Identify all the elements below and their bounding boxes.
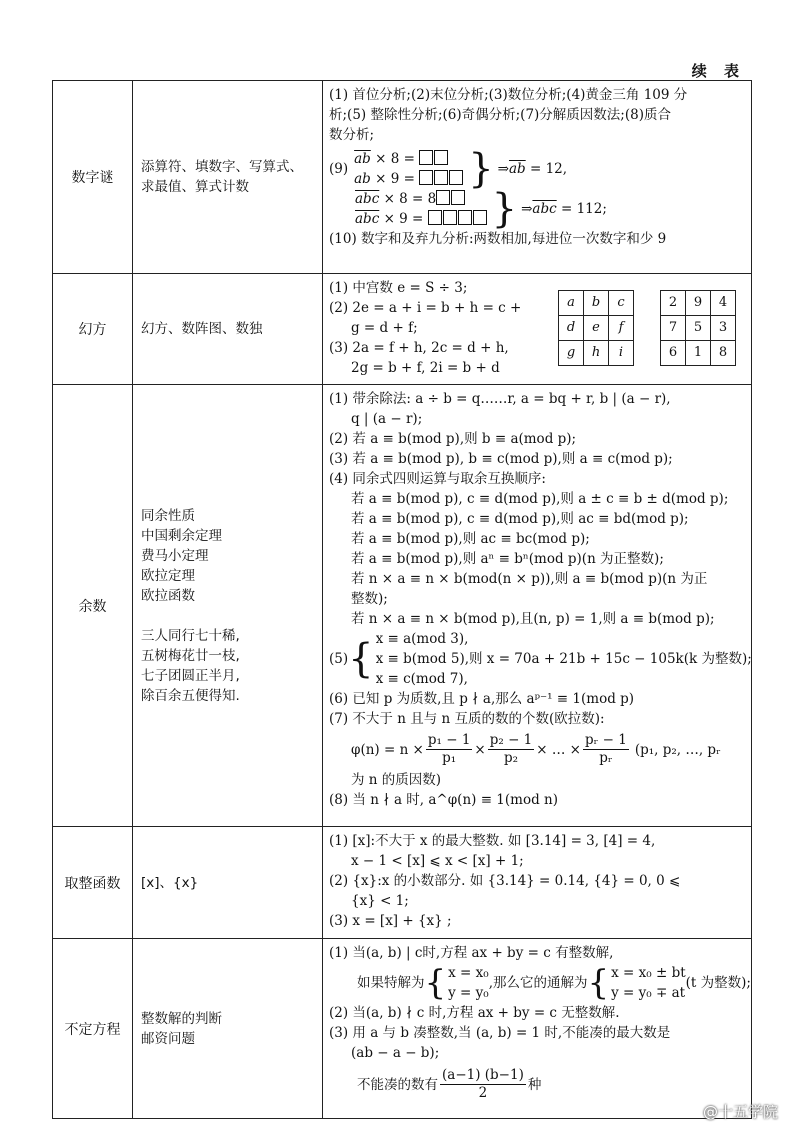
keyword-cell: [x]、{x} [133,827,323,939]
topic-cell: 不定方程 [53,939,133,1119]
table-row [53,827,752,939]
table-row [53,385,752,827]
keyword-cell: 添算符、填数字、写算式、求最值、算式计数 [133,81,323,274]
crt-system: (5) { x ≡ a(mod 3), x ≡ b(mod 5),则 x = 70a + 21b + 15c − 105k(k 为整数); x ≡ c(mod 7), [329,631,752,687]
keyword-cell: 幻方、数阵图、数独 [133,274,323,385]
table-row [53,274,752,385]
topic-cell: 数字谜 [53,81,133,274]
table-row [53,81,752,274]
content-cell: (1) [x]:不大于 x 的最大整数. 如 [3.14] = 3, [4] = 4, x − 1 < [x] ⩽ x < [x] + 1; (2) {x}:x 的小数部分. 如 {3.14} = 0.14, {4} = 0, 0 ⩽ {x} < 1; (3) x = [x] + {x} ; [323,827,752,939]
general-solution: 如果特解为 { x = x₀ y = y₀ ,那么它的通解为 { x = x₀ ± bt y = y₀ ∓ at (t 为整数); [357,963,751,1003]
watermark: @十五学院 [702,1103,778,1121]
topic-cell: 幻方 [53,274,133,385]
content-cell: (1) 首位分析;(2)末位分析;(3)数位分析;(4)黄金三角 109 分 析;(5) 整除性分析;(6)奇偶分析;(7)分解质因数法;(8)质合 数分析; (9) $\overline{ab} \times 8$ = ab × 9 = } ⇒ $\overline{ab}$ = 12, $\overline{abc} \times 8 = 8$ $\overline{abc} \times 9$ = } ⇒ $\overline{abc}$ = 112; (10) 数字和及弃九分析:两数相加,每进位一次数字和少 9 [323,81,752,274]
formula-table [52,80,752,1119]
content-cell: (1) 当(a, b) | c时,方程 ax + by = c 有整数解, 如果特解为 { x = x₀ y = y₀ ,那么它的通解为 { x = x₀ ± bt y = y₀ ∓ at (t 为整数); (2) 当(a, b) ∤ c 时,方程 ax + by = c 无整数解. (3) 用 a 与 b 凑整数,当 (a, b) = 1 时,不能凑的最大数是 (ab − a − b); 不能凑的数有 $\frac{(a-1) (b-1)}{2}$ 种 [323,939,752,1119]
continued-label: 续 表 [691,62,745,80]
magic-square-letters: a b c d e f g h i [558,290,634,366]
topic-cell: 取整函数 [53,827,133,939]
content-cell: (1) 中宫数 e = S ÷ 3; (2) 2e = a + i = b + h = c + g = d + f; (3) 2a = f + h, 2c = d + h, 2g = b + f, 2i = b + d a b c d e f g h i 2 9 4 7 5 3 6 1 8 [323,274,752,385]
digit-puzzle-ab: (9) $\overline{ab} \times 8$ = ab × 9 = } ⇒ $\overline{ab}$ = 12, [329,146,568,192]
cannot-count: 不能凑的数有 $\frac{(a-1) (b-1)}{2}$ 种 [357,1067,542,1101]
topic-cell: 余数 [53,385,133,827]
table-row [53,939,752,1119]
keyword-cell: 同余性质 中国剩余定理 费马小定理 欧拉定理 欧拉函数 三人同行七十稀, 五树梅花廿一枝, 七子团圆正半月, 除百余五便得知. [133,385,323,827]
keyword-cell: 整数解的判断 邮资问题 [133,939,323,1119]
digit-puzzle-abc: $\overline{abc} \times 8 = 8$ $\overline{abc} \times 9$ = } ⇒ $\overline{abc}$ = 112; [355,186,607,232]
content-cell: (1) 带余除法: a ÷ b = q……r, a = bq + r, b | (a − r), q | (a − r); (2) 若 a ≡ b(mod p),则 b ≡ a(mod p); (3) 若 a ≡ b(mod p), b ≡ c(mod p),则 a ≡ c(mod p); (4) 同余式四则运算与取余互换顺序: 若 a ≡ b(mod p), c ≡ d(mod p),则 a ± c ≡ b ± d(mod p); 若 a ≡ b(mod p), c ≡ d(mod p),则 ac ≡ bd(mod p); 若 a ≡ b(mod p),则 ac ≡ bc(mod p); 若 a ≡ b(mod p),则 aⁿ ≡ bⁿ(mod p)(n 为正整数); 若 n × a ≡ n × b(mod(n × p)),则 a ≡ b(mod p)(n 为正 整数); 若 n × a ≡ n × b(mod p),且(n, p) = 1,则 a ≡ b(mod p); (5) { x ≡ a(mod 3), x ≡ b(mod 5),则 x = 70a + 21b + 15c − 105k(k 为整数); x ≡ c(mod 7), (6) 已知 p 为质数,且 p ∤ a,那么 aᵖ⁻¹ ≡ 1(mod p) (7) 不大于 n 且与 n 互质的数的个数(欧拉数): φ(n) = n × $\frac{\text{p₁ − 1}}{\text{p₁}}$ × $\frac{\text{p₂ − 1}}{\text{p₂}}$ × … × $\frac{\text{pᵣ − 1}}{\text{pᵣ}}$ (p₁, p₂, …, pᵣ 为 n 的质因数) (8) 当 n ∤ a 时, a^φ(n) ≡ 1(mod n) [323,385,752,827]
euler-phi-formula: φ(n) = n × $\frac{\text{p₁ − 1}}{\text{p₁}}$ × $\frac{\text{p₂ − 1}}{\text{p₂}}$ × … × $\frac{\text{pᵣ − 1}}{\text{pᵣ}}$ (p₁, p₂, …, pᵣ [351,732,721,766]
magic-square-numbers: 2 9 4 7 5 3 6 1 8 [660,290,736,366]
